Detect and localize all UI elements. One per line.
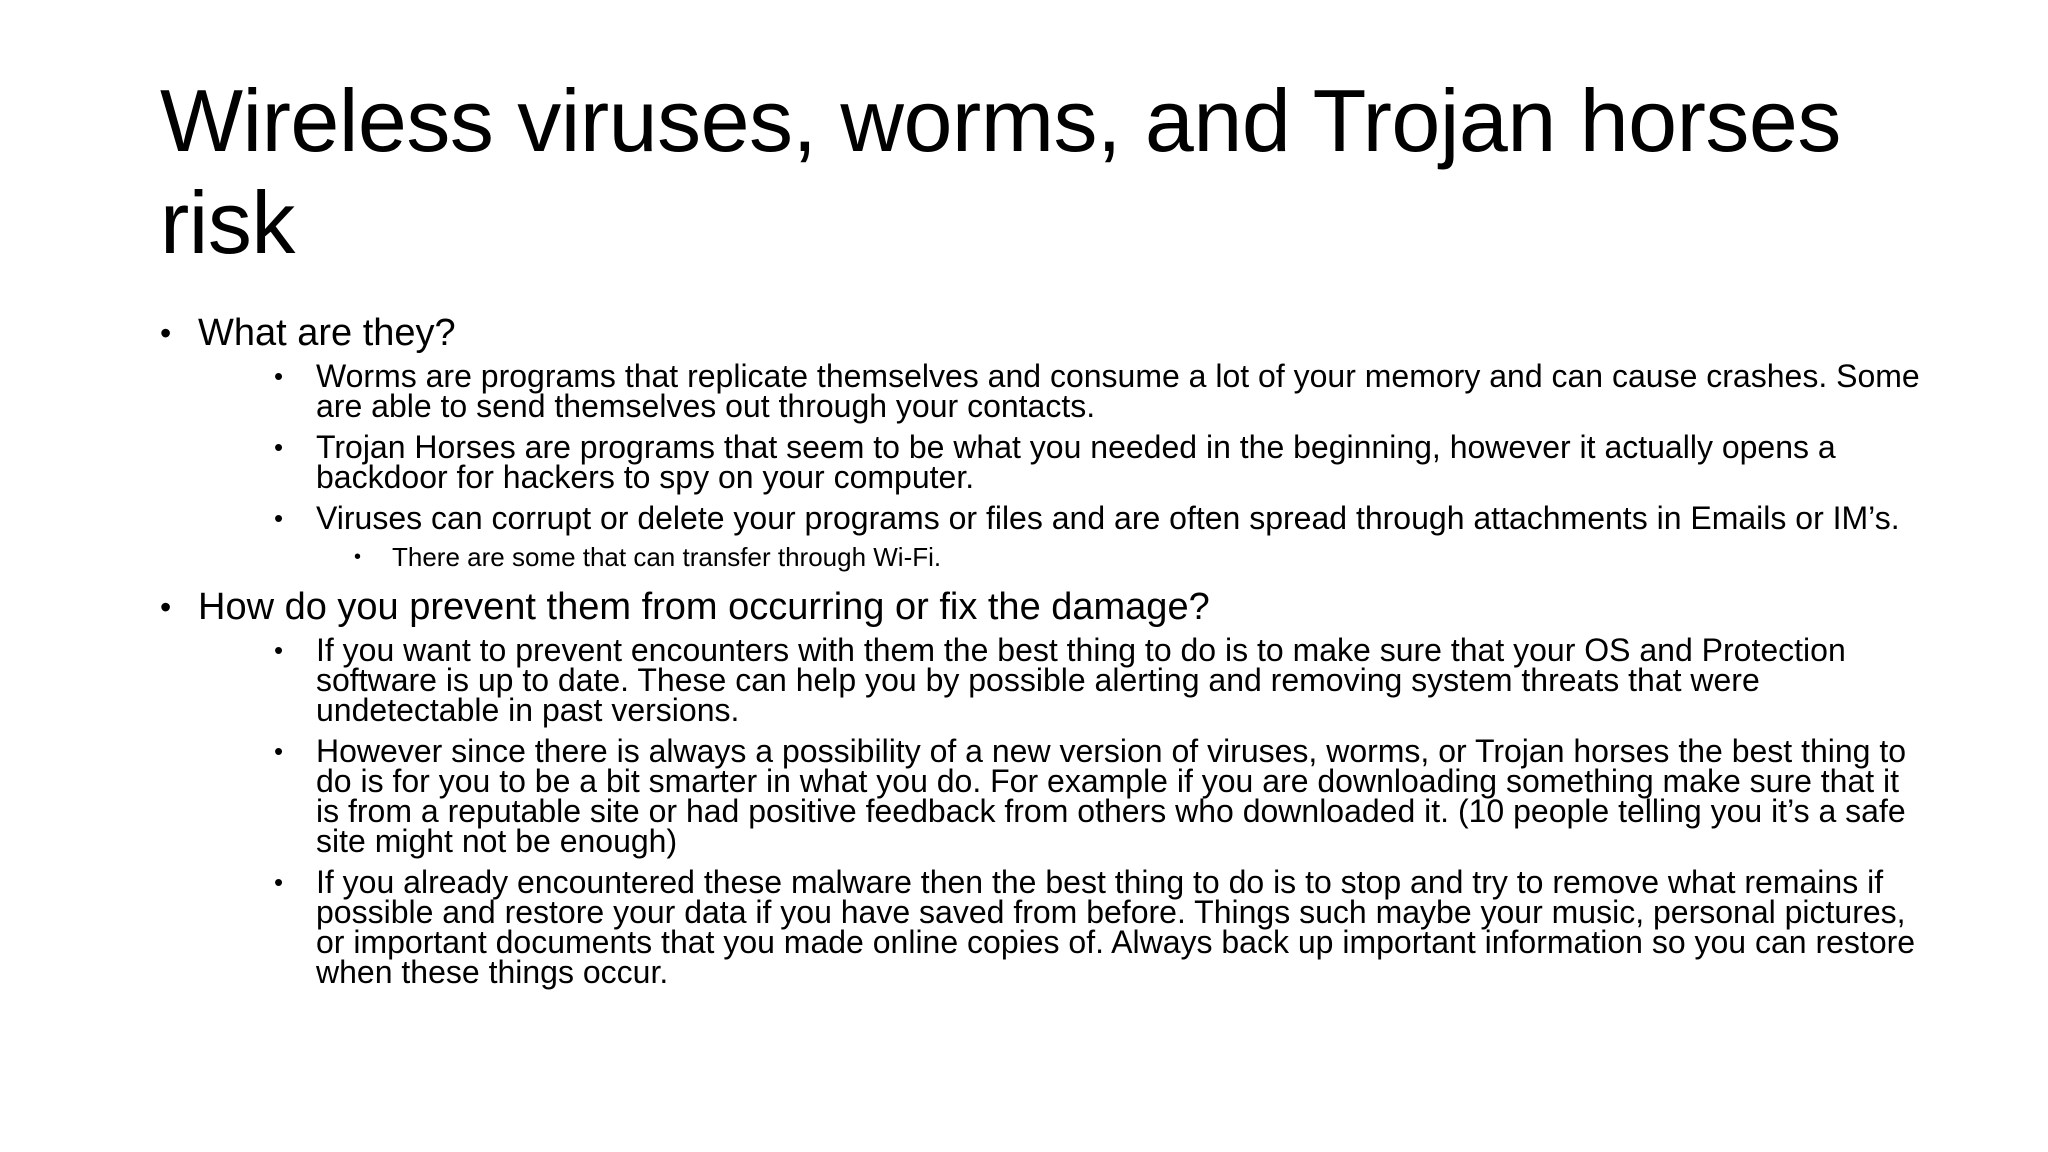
bullet-what-are-they: [160, 311, 1920, 575]
slide-body: [160, 305, 1920, 990]
bullet-text: Worms are programs that replicate themselves and consume a lot of your memory and can cause crashes. Some are able to send themselves out through your contacts.: [316, 358, 1920, 424]
bullet-icon: •: [274, 432, 284, 462]
sub-bullet-list: [236, 632, 1920, 990]
bullet-icon: •: [274, 635, 284, 665]
bullet-icon: •: [274, 361, 284, 391]
bullet-text: Viruses can corrupt or delete your programs or files and are often spread through attachments in Emails or IM’s.: [316, 500, 1900, 536]
sub-bullet-trojan-horses: [198, 429, 1920, 495]
bullet-icon: •: [354, 546, 362, 568]
slide-title: Wireless viruses, worms, and Trojan horses risk: [160, 71, 1841, 272]
bullet-icon: •: [274, 736, 284, 766]
bullet-text: If you already encountered these malware then the best thing to do is to stop and try to remove what remains if possible and restore your data if you have saved from before. Things such maybe your music, personal pictures, or important documents that you made online copies of. Always back up important information so you can restore when these things occur.: [316, 864, 1916, 990]
sub-sub-bullet-list: [316, 539, 1920, 575]
bullet-icon: •: [274, 867, 284, 897]
sub-bullet-list: [236, 358, 1920, 575]
bullet-text: However since there is always a possibility of a new version of viruses, worms, or Trojan horses the best thing to do is for you to be a bit smarter in what you do. For example if you are downloading something make sure that it is from a reputable site or had positive feedback from others who downloaded it. (10 people telling you it’s a safe site might not be enough): [316, 733, 1907, 859]
bullet-icon: •: [160, 315, 172, 351]
bullet-text: If you want to prevent encounters with them the best thing to do is to make sure that your OS and Protection software is up to date. These can help you by possible alerting and removing system threats that were undetectable in past versions.: [316, 632, 1846, 728]
sub-sub-bullet-wifi: [198, 539, 1920, 575]
sub-bullet-be-smarter: [198, 733, 1920, 859]
bullet-text: What are they?: [198, 312, 456, 354]
bullet-text: How do you prevent them from occurring or fix the damage?: [198, 586, 1210, 628]
bullet-icon: •: [160, 589, 172, 625]
bullet-list: [160, 311, 1920, 990]
sub-bullet-worms: [198, 358, 1920, 424]
sub-bullet-viruses: [198, 500, 1920, 575]
bullet-icon: •: [274, 503, 284, 533]
bullet-text: Trojan Horses are programs that seem to be what you needed in the beginning, however it actually opens a backdoor for hackers to spy on your computer.: [316, 429, 1836, 495]
bullet-text: There are some that can transfer through Wi-Fi.: [392, 542, 942, 572]
sub-bullet-restore-data: [198, 864, 1920, 990]
bullet-prevention: [160, 585, 1920, 990]
sub-bullet-update-software: [198, 632, 1920, 728]
